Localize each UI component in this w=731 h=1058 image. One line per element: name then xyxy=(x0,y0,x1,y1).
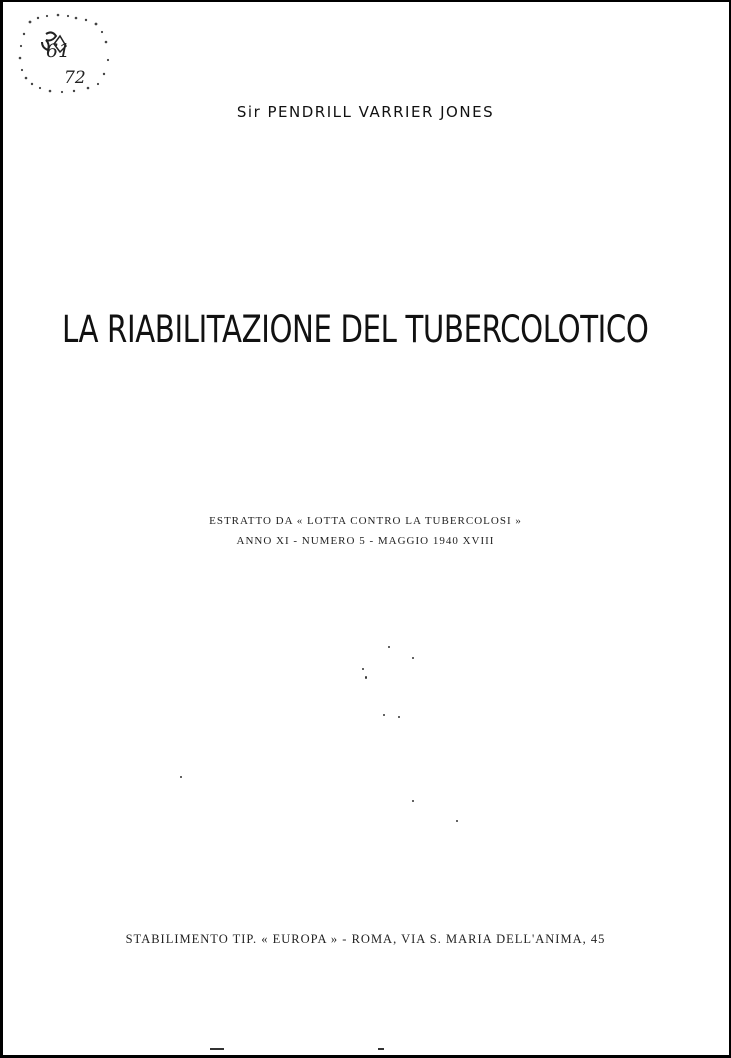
extract-issue-line: ANNO XI - NUMERO 5 - MAGGIO 1940 XVIII xyxy=(236,535,495,547)
scan-bottom-marks xyxy=(30,1046,730,1052)
scan-speck xyxy=(180,776,182,778)
scan-speck xyxy=(365,676,367,679)
stamp-number-top: 61 xyxy=(46,40,71,62)
scan-border-top xyxy=(0,0,731,2)
author-name: Sir PENDRILL VARRIER JONES xyxy=(236,103,495,121)
scan-speck xyxy=(412,657,414,659)
scan-speck xyxy=(456,820,458,822)
scan-speck xyxy=(398,716,400,718)
scan-speck xyxy=(388,646,390,648)
scan-speck xyxy=(383,714,385,716)
scan-border-left xyxy=(0,0,3,1058)
scan-speck xyxy=(412,800,414,802)
printer-imprint: STABILIMENTO TIP. « EUROPA » - ROMA, VIA S. MARIA DELL'ANIMA, 45 xyxy=(125,932,606,946)
document-title: LA RIABILITAZIONE DEL TUBERCOLOTICO xyxy=(62,308,649,351)
library-stamp xyxy=(16,12,116,100)
stamp-number-bottom: 72 xyxy=(64,68,86,88)
extract-source-line: ESTRATTO DA « LOTTA CONTRO LA TUBERCOLOSI » xyxy=(209,515,522,527)
scan-speck xyxy=(362,668,364,670)
